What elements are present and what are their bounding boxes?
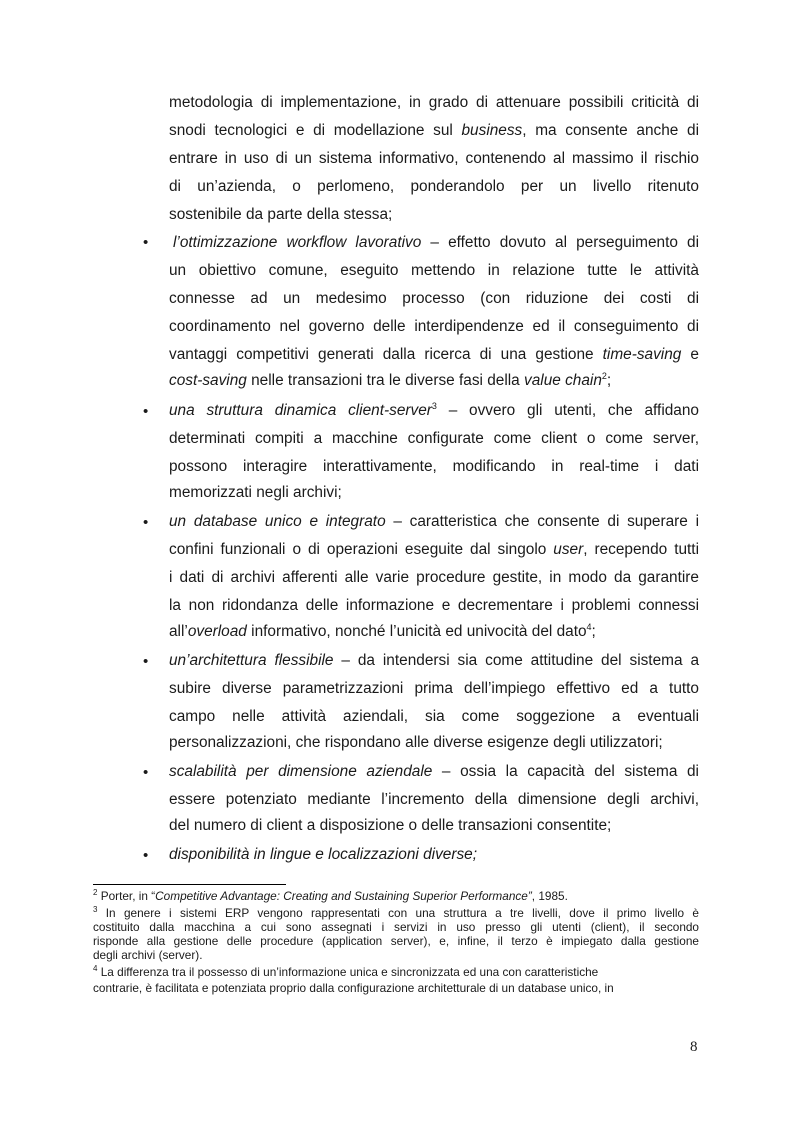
text-run: all’ [169, 623, 188, 640]
text-run: La differenza tra il possesso di un’informazione unica e sincronizzata ed una con caratteristiche [97, 965, 599, 979]
body-line: possono interagire interattivamente, modificando in real-time i dati [169, 458, 699, 475]
body-line [169, 623, 699, 641]
text-run: confini funzionali o di operazioni eseguite dal singolo [169, 541, 554, 558]
footnote-ref[interactable]: 2 [601, 371, 607, 381]
text-run: – da intendersi sia come attitudine del sistema a [333, 652, 699, 669]
body-line [169, 763, 699, 781]
text-run-italic: user [553, 541, 584, 558]
body-line [169, 652, 699, 670]
bullet-term: scalabilità per dimensione aziendale [169, 763, 433, 780]
body-line: di un’azienda, o perlomeno, ponderandolo per un livello ritenuto [169, 178, 699, 195]
body-line [169, 372, 699, 390]
text-run: snodi tecnologici e di modellazione sul [169, 122, 462, 139]
text-run: ; [606, 372, 612, 389]
bullet-icon: • [143, 234, 149, 251]
bullet-term: l’ottimizzazione workflow lavorativo [173, 234, 422, 251]
body-line: determinati compiti a macchine configurate come client o come server, [169, 430, 699, 447]
footnote-3-line: degli archivi (server). [93, 948, 203, 962]
bullet-icon: • [143, 764, 149, 781]
body-line [169, 402, 699, 420]
body-line: subire diverse parametrizzazioni prima dell’impiego effettivo ed a tutto [169, 680, 699, 697]
body-line: i dati di archivi afferenti alle varie procedure gestite, in modo da garantire [169, 569, 699, 586]
body-line: coordinamento nel governo delle interdipendenze ed il conseguimento di [169, 318, 699, 335]
body-line: metodologia di implementazione, in grado di attenuare possibili criticità di [169, 94, 699, 111]
body-line [169, 346, 699, 364]
footnote-mark: 2 [93, 888, 98, 897]
body-line [169, 122, 699, 140]
body-line [169, 541, 699, 559]
body-line: del numero di client a disposizione o delle transazioni consentite; [169, 817, 612, 834]
footnote-3-line: costituito dalla macchina a cui sono assegnati i servizi in uso presso gli utenti (client), il secondo [93, 920, 699, 934]
footnote-separator [93, 884, 286, 885]
text-run: – effetto dovuto al perseguimento di [421, 234, 700, 251]
body-line: la non ridondanza delle informazione e decrementare i problemi connessi [169, 597, 699, 614]
body-line: personalizzazioni, che rispondano alle diverse esigenze degli utilizzatori; [169, 734, 663, 751]
bullet-term: un’architettura flessibile [169, 652, 334, 669]
text-run: informativo, nonché l’unicità ed univocità del dato [246, 623, 587, 640]
text-run: Porter, in “ [97, 889, 156, 903]
text-run: , 1985. [531, 889, 568, 903]
footnote-mark: 3 [93, 905, 98, 914]
text-run: nelle transazioni tra le diverse fasi della [246, 372, 525, 389]
body-line: essere potenziato mediante l’incremento della dimensione degli archivi, [169, 791, 699, 808]
footnote-2 [93, 890, 699, 903]
text-run: – ovvero gli utenti, che affidano [436, 402, 699, 419]
body-line: campo nelle attività aziendali, sia come soggezione a eventuali [169, 708, 699, 725]
footnote-ref[interactable]: 4 [586, 622, 592, 632]
page-number: 8 [690, 1039, 698, 1055]
bullet-icon: • [143, 403, 149, 420]
text-run-italic: Competitive Advantage: Creating and Sustaining Superior Performance” [155, 889, 532, 903]
text-run: vantaggi competitivi generati dalla ricerca di una gestione [169, 346, 603, 363]
bullet-icon: • [143, 847, 149, 864]
footnote-4-line [93, 966, 699, 979]
text-run: ; [591, 623, 596, 640]
footnote-mark: 4 [93, 964, 98, 973]
text-run-italic: overload [187, 623, 247, 640]
bullet-icon: • [143, 653, 149, 670]
footnote-3-line: risponde alla gestione delle procedure (application server), e, infine, il terzo è impiegato dalla gestione [93, 934, 699, 948]
bullet-icon: • [143, 514, 149, 531]
bullet-term: un database unico e integrato [169, 513, 386, 530]
bullet-term: disponibilità in lingue e localizzazioni diverse; [169, 846, 477, 863]
text-run: In genere i sistemi ERP vengono rappresentati con una struttura a tre livelli, dove il primo livello è [97, 906, 699, 920]
footnote-ref[interactable]: 3 [431, 401, 437, 411]
text-run-italic: time-saving [602, 346, 682, 363]
footnote-4-line: contrarie, è facilitata e potenziata proprio dalla configurazione architetturale di un database unico, in [93, 981, 614, 995]
text-run-italic: business [461, 122, 523, 139]
text-run: , recependo tutti [583, 541, 700, 558]
body-line [173, 234, 699, 252]
text-run-italic: value chain [524, 372, 602, 389]
body-line: entrare in uso di un sistema informativo, contenendo al massimo il rischio [169, 150, 699, 167]
text-run: e [681, 346, 699, 363]
text-run: – caratteristica che consente di superare i [385, 513, 699, 530]
body-line: sostenibile da parte della stessa; [169, 206, 393, 223]
text-run: – ossia la capacità del sistema di [432, 763, 699, 780]
text-run-italic: cost-saving [169, 372, 247, 389]
bullet-term: una struttura dinamica client-server [169, 402, 432, 419]
body-line [169, 513, 699, 531]
text-run: , ma consente anche di [522, 122, 699, 139]
body-line: un obiettivo comune, eseguito mettendo in relazione tutte le attività [169, 262, 699, 279]
footnote-3-line [93, 907, 699, 920]
body-line: memorizzati negli archivi; [169, 484, 342, 501]
body-line: connesse ad un medesimo processo (con riduzione dei costi di [169, 290, 699, 307]
body-line [169, 846, 699, 864]
